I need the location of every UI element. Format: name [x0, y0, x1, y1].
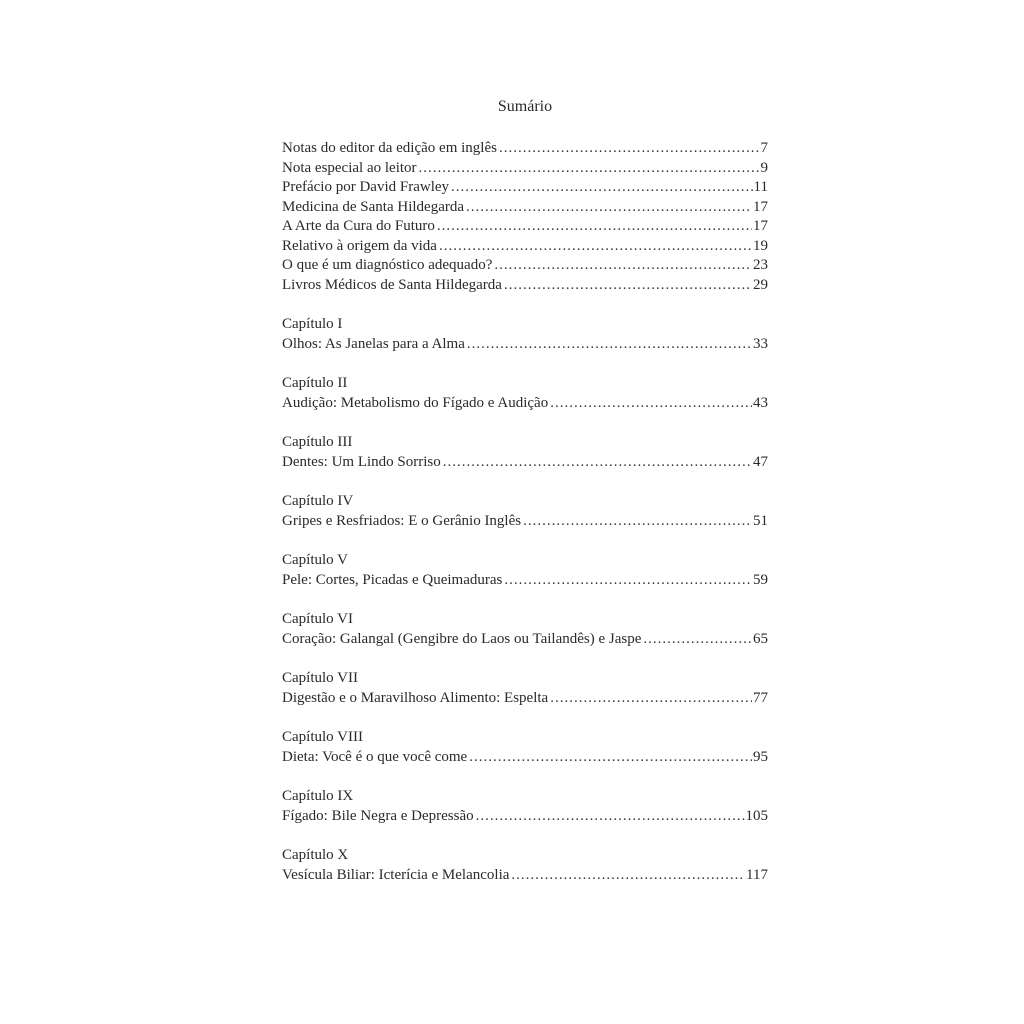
dot-leader: [443, 453, 752, 473]
toc-entry: [282, 237, 768, 257]
entry-label: Fígado: Bile Negra e Depressão: [282, 807, 474, 824]
chapter-block: [282, 315, 768, 354]
entry-page-number: 47: [753, 453, 768, 470]
entry-label: Gripes e Resfriados: E o Gerânio Inglês: [282, 512, 522, 529]
front-matter-list: [282, 139, 768, 295]
chapter-list: [282, 315, 768, 885]
entry-page-number: 117: [746, 866, 768, 883]
entry-label: Prefácio por David Frawley: [282, 179, 450, 195]
entry-label: O que é um diagnóstico adequado?: [282, 257, 493, 273]
toc-entry: [282, 571, 768, 591]
entry-page-number: 65: [753, 630, 768, 647]
entry-label: Coração: Galangal (Gengibre do Laos ou Tailandês) e Jaspe: [282, 630, 642, 647]
chapter-heading: Capítulo V: [282, 552, 348, 568]
chapter-block: [282, 492, 768, 531]
entry-page-number: 17: [753, 198, 768, 215]
entry-page-number: 7: [760, 140, 768, 156]
chapter-block: [282, 551, 768, 590]
entry-page-number: 19: [753, 237, 768, 254]
entry-page-number: 95: [753, 748, 768, 765]
chapter-heading: Capítulo IX: [282, 788, 354, 804]
entry-label: Audição: Metabolismo do Fígado e Audição: [282, 394, 549, 411]
toc-entry: [282, 453, 768, 473]
page-title: Sumário: [497, 98, 553, 115]
dot-leader: [469, 748, 752, 768]
dot-leader: [494, 256, 752, 276]
chapter-heading: Capítulo VIII: [282, 729, 363, 745]
entry-page-number: 43: [753, 394, 768, 411]
toc-entry: [282, 276, 768, 296]
chapter-block: [282, 433, 768, 472]
dot-leader: [504, 571, 752, 591]
dot-leader: [523, 512, 752, 532]
toc-entry: [282, 748, 768, 768]
entry-page-number: 23: [753, 257, 768, 273]
entry-page-number: 33: [753, 335, 768, 352]
chapter-heading: Capítulo VI: [282, 611, 353, 627]
dot-leader: [504, 276, 752, 296]
entry-page-number: 59: [753, 571, 768, 588]
dot-leader: [467, 335, 752, 355]
entry-page-number: 51: [753, 512, 768, 529]
toc-entry: [282, 689, 768, 709]
dot-leader: [550, 689, 752, 709]
dot-leader: [643, 630, 752, 650]
entry-label: Olhos: As Janelas para a Alma: [282, 335, 465, 352]
toc-entry: [282, 630, 768, 650]
dot-leader: [451, 178, 753, 198]
entry-page-number: 105: [745, 807, 768, 824]
entry-label: Relativo à origem da vida: [282, 237, 437, 254]
toc-entry: [282, 217, 768, 237]
entry-label: Dentes: Um Lindo Sorriso: [282, 453, 441, 470]
toc-entry: [282, 139, 768, 159]
chapter-heading: Capítulo II: [282, 375, 348, 391]
dot-leader: [499, 139, 760, 159]
entry-page-number: 11: [753, 179, 768, 195]
entry-label: Medicina de Santa Hildegarda: [282, 198, 465, 215]
chapter-heading: Capítulo III: [282, 434, 353, 450]
chapter-heading: Capítulo X: [282, 847, 349, 863]
entry-label: Pele: Cortes, Picadas e Queimaduras: [282, 571, 503, 588]
chapter-heading: Capítulo IV: [282, 493, 354, 509]
dot-leader: [437, 217, 752, 237]
entry-page-number: 17: [753, 218, 768, 234]
entry-label: Nota especial ao leitor: [282, 159, 417, 176]
toc-entry: [282, 866, 768, 886]
entry-page-number: 29: [753, 276, 768, 293]
toc-entry: [282, 807, 768, 827]
toc-entry: [282, 335, 768, 355]
toc-entry: [282, 256, 768, 276]
toc-entry: [282, 178, 768, 198]
entry-label: Vesícula Biliar: Icterícia e Melancolia: [282, 866, 510, 883]
dot-leader: [476, 807, 745, 827]
toc-entry: [282, 394, 768, 414]
chapter-block: [282, 728, 768, 767]
dot-leader: [466, 198, 752, 218]
dot-leader: [550, 394, 752, 414]
table-of-contents: [282, 139, 768, 885]
toc-entry: [282, 512, 768, 532]
dot-leader: [439, 237, 752, 257]
entry-page-number: 9: [760, 159, 768, 176]
chapter-block: [282, 846, 768, 885]
entry-label: Dieta: Você é o que você come: [282, 748, 468, 765]
entry-label: Digestão e o Maravilhoso Alimento: Espelta: [282, 689, 549, 706]
toc-entry: [282, 198, 768, 218]
chapter-heading: Capítulo VII: [282, 670, 358, 686]
entry-page-number: 77: [753, 689, 768, 706]
dot-leader: [419, 159, 760, 179]
toc-entry: [282, 159, 768, 179]
dot-leader: [511, 866, 745, 886]
entry-label: A Arte da Cura do Futuro: [282, 218, 435, 234]
chapter-heading: Capítulo I: [282, 316, 343, 332]
chapter-block: [282, 669, 768, 708]
chapter-block: [282, 787, 768, 826]
chapter-block: [282, 610, 768, 649]
chapter-block: [282, 374, 768, 413]
entry-label: Livros Médicos de Santa Hildegarda: [282, 276, 502, 293]
entry-label: Notas do editor da edição em inglês: [282, 140, 497, 156]
